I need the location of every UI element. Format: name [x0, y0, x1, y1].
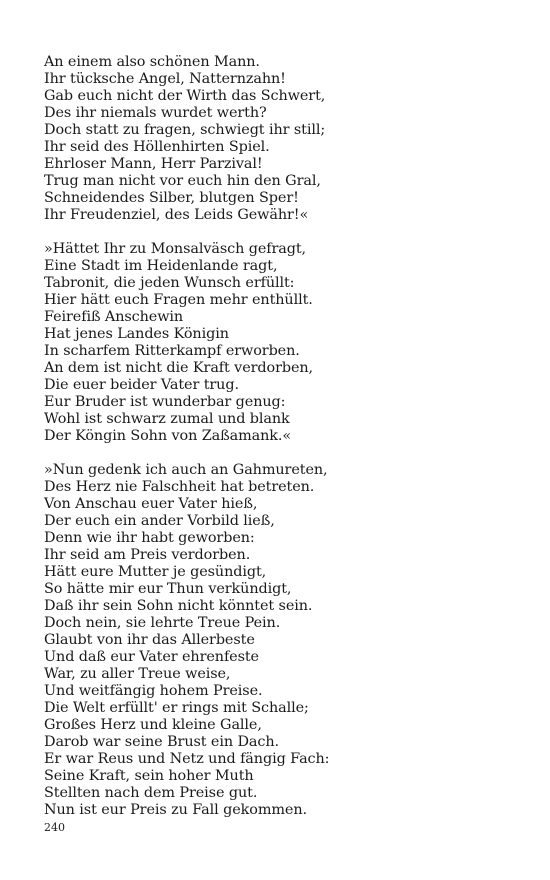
verse-line: Trug man nicht vor euch hin den Gral, [44, 173, 321, 189]
verse-line: Eur Bruder ist wunderbar genug: [44, 394, 286, 410]
verse-line: Doch statt zu fragen, schwiegt ihr still; [44, 122, 326, 138]
verse-line: Großes Herz und kleine Galle, [44, 717, 262, 733]
page-number: 240 [44, 821, 65, 834]
verse-line: Hat jenes Landes Königin [44, 326, 229, 342]
verse-line: In scharfem Ritterkampf erworben. [44, 343, 300, 359]
verse-line: Die Welt erfüllt' er rings mit Schalle; [44, 700, 309, 716]
verse-line: Hier hätt euch Fragen mehr enthüllt. [44, 292, 313, 308]
verse-line: Gab euch nicht der Wirth das Schwert, [44, 88, 326, 104]
verse-text [44, 54, 524, 836]
verse-line: Ihr seid am Preis verdorben. [44, 547, 251, 563]
verse-line: Wohl ist schwarz zumal und blank [44, 411, 290, 427]
verse-line: So hätte mir eur Thun verkündigt, [44, 581, 292, 597]
verse-line: Ihr Freudenziel, des Leids Gewähr!« [44, 207, 309, 223]
verse-line: Des ihr niemals wurdet werth? [44, 105, 267, 121]
verse-line: »Hättet Ihr zu Monsalväsch gefragt, [44, 241, 307, 257]
verse-line: An dem ist nicht die Kraft verdorben, [44, 360, 314, 376]
verse-line: Stellten nach dem Preise gut. [44, 785, 258, 801]
verse-line: Glaubt von ihr das Allerbeste [44, 632, 255, 648]
verse-line: Er war Reus und Netz und fängig Fach: [44, 751, 330, 767]
verse-line: Daß ihr sein Sohn nicht könntet sein. [44, 598, 313, 614]
verse-line: Ehrloser Mann, Herr Parzival! [44, 156, 263, 172]
verse-line: Eine Stadt im Heidenlande ragt, [44, 258, 278, 274]
verse-line: Feirefiß Anschewin [44, 309, 184, 325]
verse-line: Der Köngin Sohn von Zaßamank.« [44, 428, 292, 444]
verse-line: Der euch ein ander Vorbild ließ, [44, 513, 275, 529]
verse-line: Darob war seine Brust ein Dach. [44, 734, 280, 750]
verse-line: Ihr seid des Höllenhirten Spiel. [44, 139, 270, 155]
verse-line: War, zu aller Treue weise, [44, 666, 231, 682]
verse-line: Tabronit, die jeden Wunsch erfüllt: [44, 275, 295, 291]
verse-line: Ihr tücksche Angel, Natternzahn! [44, 71, 286, 87]
verse-line: Doch nein, sie lehrte Treue Pein. [44, 615, 281, 631]
verse-line: Die euer beider Vater trug. [44, 377, 239, 393]
stanza [44, 462, 524, 819]
verse-line: Schneidendes Silber, blutgen Sper! [44, 190, 299, 206]
verse-line: Von Anschau euer Vater hieß, [44, 496, 258, 512]
stanza [44, 54, 524, 224]
verse-line: Und daß eur Vater ehrenfeste [44, 649, 259, 665]
verse-line: Nun ist eur Preis zu Fall gekommen. [44, 802, 307, 818]
stanza [44, 241, 524, 445]
verse-line: Hätt eure Mutter je gesündigt, [44, 564, 267, 580]
verse-line: Des Herz nie Falschheit hat betreten. [44, 479, 315, 495]
verse-line: »Nun gedenk ich auch an Gahmureten, [44, 462, 328, 478]
verse-line: An einem also schönen Mann. [44, 54, 260, 70]
verse-line: Und weitfängig hohem Preise. [44, 683, 263, 699]
verse-line: Seine Kraft, sein hoher Muth [44, 768, 254, 784]
verse-line: Denn wie ihr habt geworben: [44, 530, 255, 546]
